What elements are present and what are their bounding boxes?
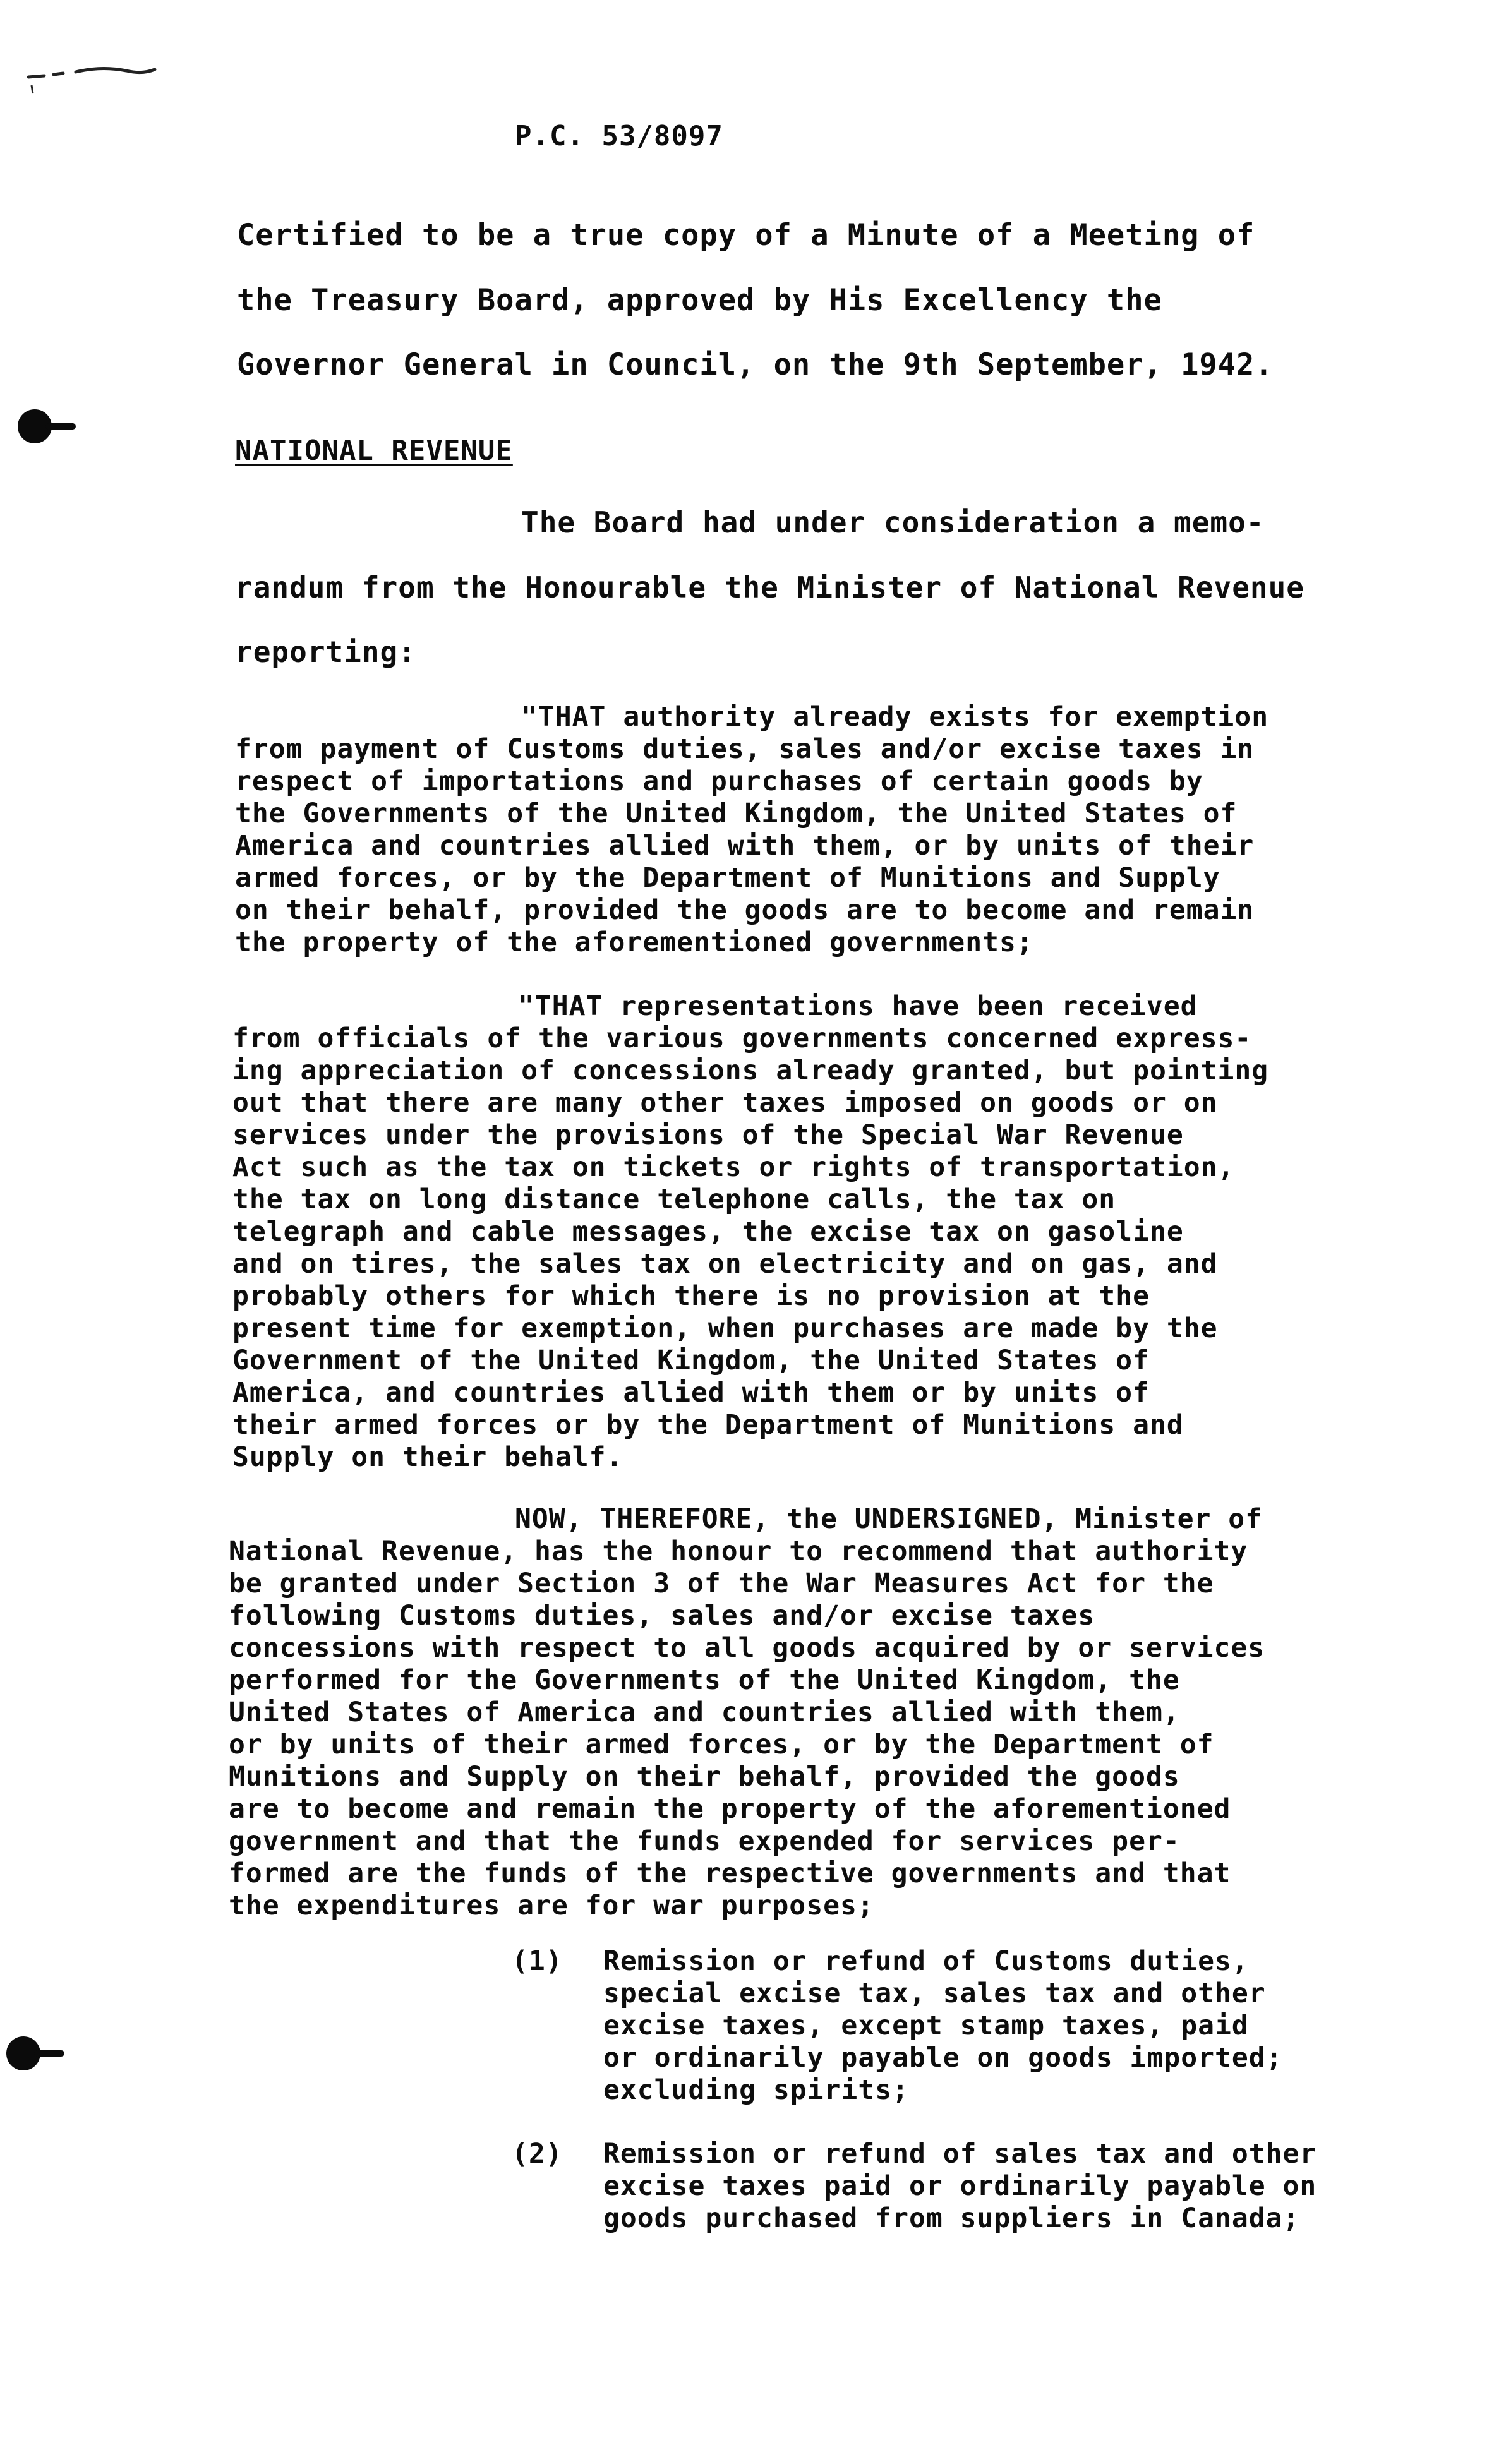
paragraph-line: concessions with respect to all goods acquired by or services [229, 1632, 1265, 1664]
item-line: excise taxes, except stamp taxes, paid [603, 2010, 1249, 2041]
certification-line: the Treasury Board, approved by His Excellency the [237, 283, 1162, 318]
paragraph-line: National Revenue, has the honour to recommend that authority [229, 1535, 1248, 1567]
paragraph-line: their armed forces or by the Department of Munitions and [232, 1409, 1184, 1441]
section-heading: NATIONAL REVENUE [235, 435, 513, 467]
certification-line: Governor General in Council, on the 9th September, 1942. [237, 347, 1274, 382]
paragraph-line: America and countries allied with them, or by units of their [235, 830, 1255, 862]
intro-line: reporting: [235, 635, 416, 669]
paragraph-line: performed for the Governments of the United Kingdom, the [229, 1664, 1180, 1696]
paragraph-line: the expenditures are for war purposes; [229, 1890, 874, 1921]
paragraph-line: present time for exemption, when purchases are made by the [232, 1313, 1218, 1344]
paragraph-line: are to become and remain the property of the aforementioned [229, 1793, 1231, 1825]
paragraph-line: armed forces, or by the Department of Munitions and Supply [235, 862, 1220, 894]
paragraph-line: be granted under Section 3 of the War Measures Act for the [229, 1568, 1214, 1599]
paragraph-line: Supply on their behalf. [232, 1441, 623, 1473]
paragraph-line: on their behalf, provided the goods are to become and remain [235, 894, 1255, 926]
paragraph-line: formed are the funds of the respective governments and that [229, 1858, 1231, 1889]
paragraph-line: from payment of Customs duties, sales and/or excise taxes in [235, 733, 1255, 765]
intro-line: randum from the Honourable the Minister of National Revenue [235, 570, 1304, 604]
item-line: Remission or refund of Customs duties, [603, 1945, 1249, 1977]
reference-number: P.C. 53/8097 [515, 120, 723, 152]
item-line: special excise tax, sales tax and other [603, 1978, 1266, 2009]
paragraph-line: following Customs duties, sales and/or excise taxes [229, 1600, 1095, 1632]
paragraph-line: government and that the funds expended for services per- [229, 1825, 1180, 1857]
paragraph-line: services under the provisions of the Special War Revenue [232, 1119, 1184, 1151]
paragraph-line: the property of the aforementioned governments; [235, 927, 1033, 958]
paragraph-line: Act such as the tax on tickets or rights of transportation, [232, 1151, 1235, 1183]
binder-hole-icon [18, 409, 52, 443]
paragraph-line: NOW, THEREFORE, the UNDERSIGNED, Minister of [515, 1503, 1263, 1535]
paragraph-line: ing appreciation of concessions already granted, but pointing [232, 1055, 1269, 1086]
paragraph-line: respect of importations and purchases of certain goods by [235, 766, 1203, 797]
paragraph-line: the Governments of the United Kingdom, the United States of [235, 798, 1238, 829]
item-line: or ordinarily payable on goods imported; [603, 2042, 1283, 2074]
paragraph-line: and on tires, the sales tax on electricity and on gas, and [232, 1248, 1218, 1280]
paragraph-line: "THAT authority already exists for exemption [521, 701, 1269, 733]
binder-hole-icon [6, 2036, 40, 2070]
item-number: (1) [512, 1945, 563, 1977]
item-line: goods purchased from suppliers in Canada; [603, 2203, 1300, 2234]
paragraph-line: or by units of their armed forces, or by the Department of [229, 1729, 1214, 1760]
paragraph-line: Government of the United Kingdom, the United States of [232, 1345, 1150, 1376]
item-line: excise taxes paid or ordinarily payable on [603, 2170, 1317, 2202]
paragraph-line: probably others for which there is no provision at the [232, 1280, 1150, 1312]
paragraph-line: "THAT representations have been received [518, 990, 1198, 1022]
pen-mark-icon [25, 63, 158, 95]
paragraph-line: America, and countries allied with them or by units of [232, 1377, 1150, 1409]
paragraph-line: out that there are many other taxes imposed on goods or on [232, 1087, 1218, 1119]
paragraph-line: from officials of the various governments concerned express- [232, 1023, 1252, 1054]
paragraph-line: the tax on long distance telephone calls, the tax on [232, 1184, 1116, 1215]
item-line: excluding spirits; [603, 2074, 909, 2106]
item-line: Remission or refund of sales tax and other [603, 2138, 1317, 2170]
item-number: (2) [512, 2138, 563, 2170]
paragraph-line: United States of America and countries allied with them, [229, 1697, 1180, 1728]
certification-line: Certified to be a true copy of a Minute of a Meeting of [237, 218, 1255, 253]
paragraph-line: telegraph and cable messages, the excise tax on gasoline [232, 1216, 1184, 1247]
intro-line: The Board had under consideration a memo- [521, 505, 1265, 539]
paragraph-line: Munitions and Supply on their behalf, provided the goods [229, 1761, 1180, 1793]
